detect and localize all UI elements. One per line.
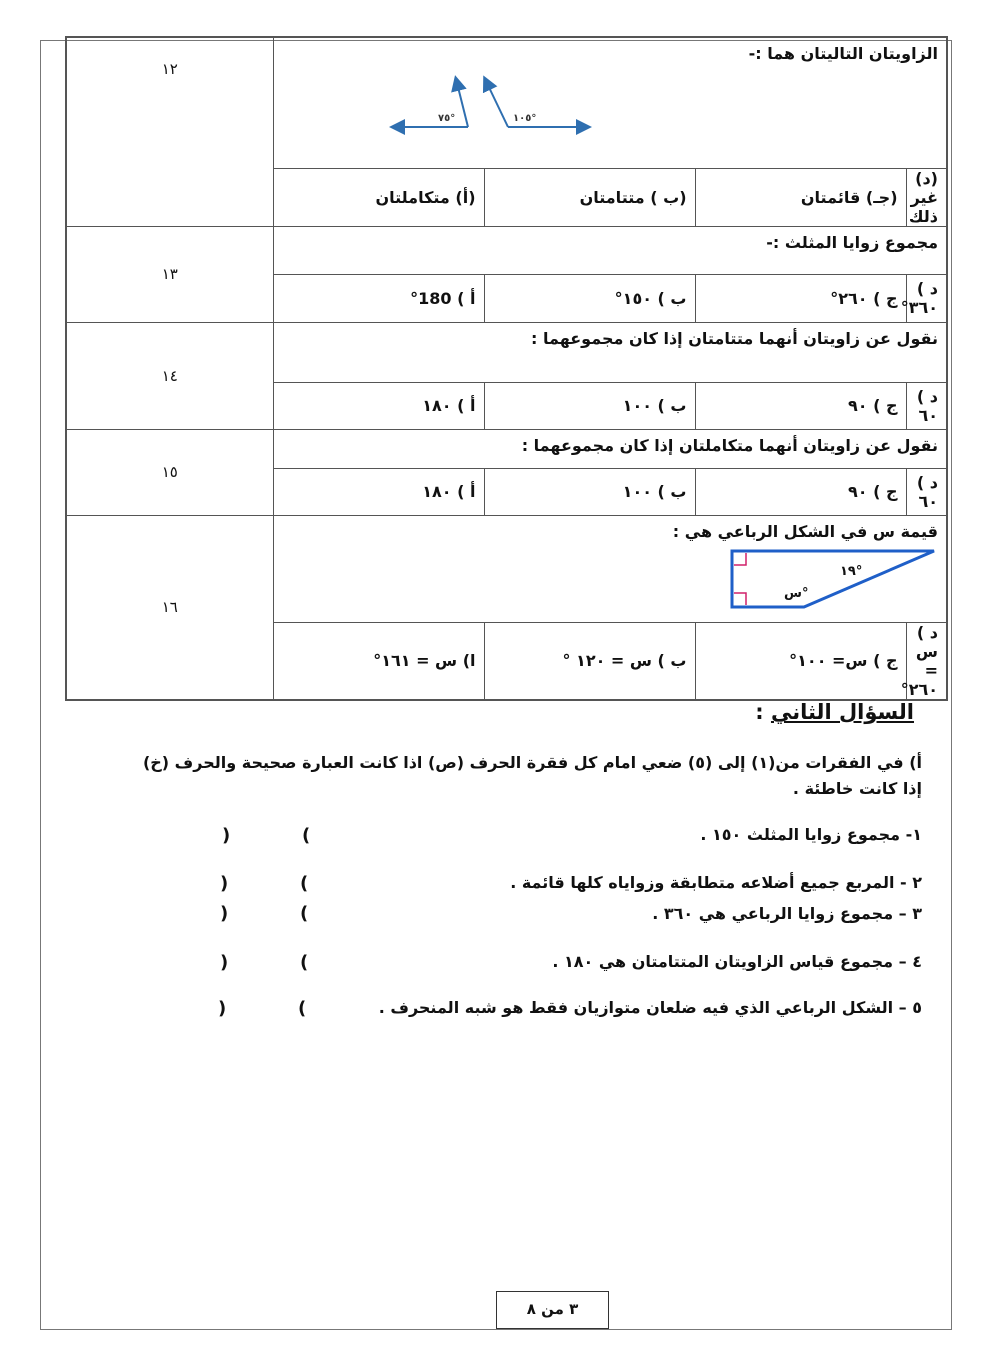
q12-stem-cell	[273, 37, 947, 168]
tf-statement-4: ٤ – مجموع قياس الزاويتان المتتامتان هي ١٨٠ .	[552, 952, 922, 971]
tf-statement-1: ١- مجموع زوايا المثلث ١٥٠ .	[700, 825, 922, 844]
q15-number: ١٥	[66, 429, 273, 515]
adjacent-angles-figure	[388, 69, 608, 139]
q13-option-a[interactable]: أ ) 180°	[273, 274, 484, 322]
q13-option-b[interactable]: ب ) ١٥٠°	[484, 274, 695, 322]
answer-blank-1-open[interactable]: )	[302, 825, 311, 846]
section2-title	[755, 700, 914, 724]
section2-title-colon: :	[755, 700, 771, 724]
q13-stem: مجموع زوايا المثلث :-	[273, 226, 947, 274]
q13-option-d[interactable]: د ) ٣٦٠°	[906, 274, 947, 322]
q14-number: ١٤	[66, 322, 273, 429]
quadrilateral-figure	[728, 545, 938, 609]
q16-option-a[interactable]: ا) س = ١٦١°	[273, 622, 484, 700]
answer-blank-3-close[interactable]: (	[220, 903, 229, 924]
mcq-table	[65, 36, 948, 701]
q16-option-d[interactable]: د ) س = ٢٦٠°	[906, 622, 947, 700]
q14-stem-row	[66, 322, 947, 382]
angle-label-75: ٧٥°	[438, 113, 456, 124]
q15-option-d[interactable]: د ) ٦٠	[906, 468, 947, 515]
q12-option-c[interactable]: (جـ) قائمتان	[695, 168, 906, 226]
answer-blank-2-open[interactable]: )	[300, 873, 309, 894]
q14-option-d[interactable]: د ) ٦٠	[906, 382, 947, 429]
tf-statement-5: ٥ – الشكل الرباعي الذي فيه ضلعان متوازيان فقط هو شبه المنحرف .	[378, 998, 922, 1017]
q12-option-a[interactable]: (أ) متكاملتان	[273, 168, 484, 226]
section2-title-text: السؤال الثاني	[770, 700, 914, 724]
q13-stem-row	[66, 226, 947, 274]
q16-stem-cell	[273, 515, 947, 622]
q12-option-b[interactable]: (ب ) متتامتان	[484, 168, 695, 226]
angle-label-105: ١٠٥°	[513, 113, 537, 124]
answer-blank-5-close[interactable]: (	[218, 998, 227, 1019]
angle-ray-2	[485, 79, 508, 127]
figure-angle-19: ١٩°	[840, 563, 863, 579]
q15-option-a[interactable]: أ ) ١٨٠	[273, 468, 484, 515]
q14-option-a[interactable]: أ ) ١٨٠	[273, 382, 484, 429]
q13-number: ١٣	[66, 226, 273, 322]
tf-statement-3: ٣ – مجموع زوايا الرباعي هي ٣٦٠ .	[652, 904, 922, 923]
q15-option-b[interactable]: ب ) ١٠٠	[484, 468, 695, 515]
q16-option-b[interactable]: ب ) س = ١٢٠ °	[484, 622, 695, 700]
answer-blank-2-close[interactable]: (	[220, 873, 229, 894]
answer-blank-1-close[interactable]: (	[222, 825, 231, 846]
answer-blank-5-open[interactable]: )	[298, 998, 307, 1019]
answer-blank-4-close[interactable]: (	[220, 952, 229, 973]
q14-option-b[interactable]: ب ) ١٠٠	[484, 382, 695, 429]
right-angle-mark-bottom	[734, 593, 746, 605]
q12-stem-row	[66, 37, 947, 168]
right-angle-mark-top	[734, 553, 746, 565]
tf-statement-2: ٢ - المربع جميع أضلاعه متطابقة وزواياه كلها قائمة .	[510, 873, 922, 892]
q16-number: ١٦	[66, 515, 273, 700]
q12-number: ١٢	[66, 37, 273, 226]
figure-angle-x: س°	[784, 585, 809, 601]
q12-stem: الزاويتان التاليتان هما :-	[748, 44, 938, 63]
q13-option-c[interactable]: ج ) ٢٦٠°	[695, 274, 906, 322]
q14-stem: نقول عن زاويتان أنهما متتامتان إذا كان مجموعهما :	[273, 322, 947, 382]
q15-option-c[interactable]: ج ) ٩٠	[695, 468, 906, 515]
trapezoid-shape	[732, 551, 934, 607]
q16-option-c[interactable]: ج ) س= ١٠٠°	[695, 622, 906, 700]
page-number-box: ٣ من ٨	[496, 1291, 609, 1329]
q14-option-c[interactable]: ج ) ٩٠	[695, 382, 906, 429]
q12-option-d[interactable]: (د) غير ذلك	[906, 168, 947, 226]
q16-stem: قيمة س في الشكل الرباعي هي :	[672, 521, 938, 541]
q16-stem-row	[66, 515, 947, 622]
q15-stem-row	[66, 429, 947, 468]
answer-blank-3-open[interactable]: )	[300, 903, 309, 924]
answer-blank-4-open[interactable]: )	[300, 952, 309, 973]
q15-stem: نقول عن زاويتان أنهما متكاملتان إذا كان مجموعهما :	[273, 429, 947, 468]
angle-ray-1	[456, 79, 468, 127]
section2-instructions: أ) في الفقرات من(١) إلى (٥) ضعي امام كل فقرة الحرف (ص) اذا كانت العبارة صحيحة والحرف (خ) إذا كانت خاطئة .	[142, 753, 922, 798]
